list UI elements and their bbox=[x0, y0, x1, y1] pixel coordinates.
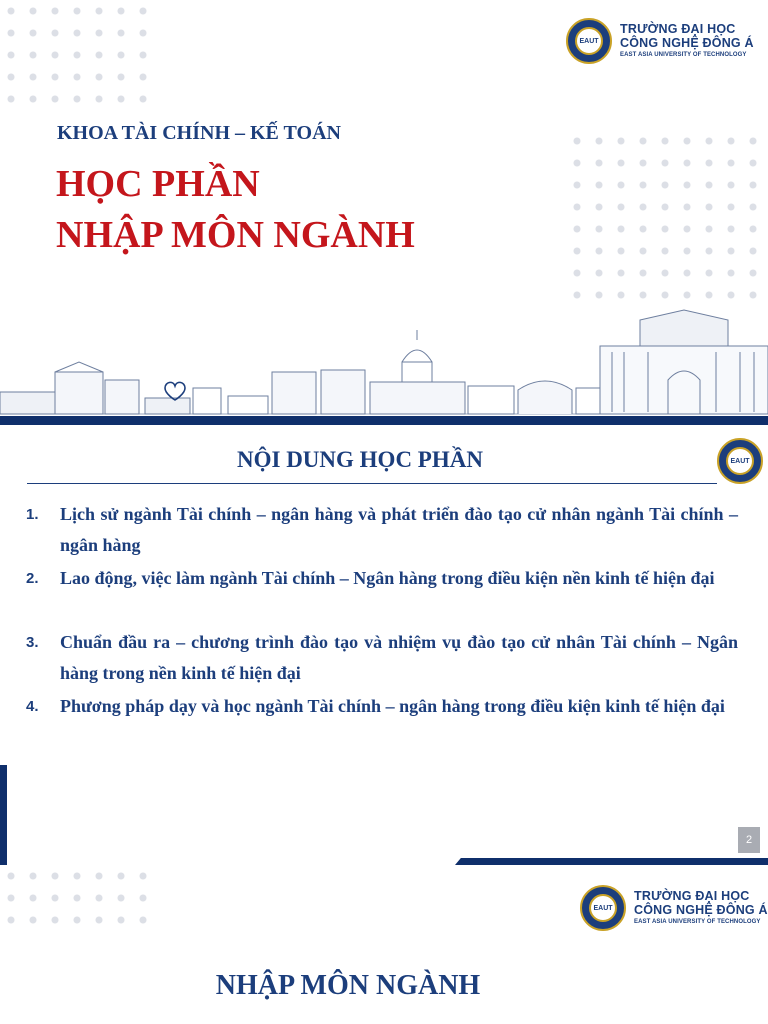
logo-line-2: CÔNG NGHỆ ĐÔNG Á bbox=[620, 35, 754, 50]
content-heading: NỘI DUNG HỌC PHẦN bbox=[237, 447, 483, 472]
dot-pattern-decoration bbox=[0, 0, 150, 110]
dot-pattern-decoration bbox=[566, 130, 766, 300]
course-title-line-2: NHẬP MÔN NGÀNH bbox=[56, 214, 415, 256]
section-divider-bar bbox=[0, 416, 768, 425]
list-item bbox=[26, 563, 738, 594]
logo-line-1: TRƯỜNG ĐẠI HỌC bbox=[634, 888, 750, 903]
slide-title: NHẬP MÔN NGÀNH bbox=[215, 970, 481, 1001]
bottom-accent-strip bbox=[455, 858, 768, 865]
university-logo bbox=[566, 18, 754, 64]
content-slide bbox=[0, 425, 768, 865]
logo-line-3: EAST ASIA UNIVERSITY OF TECHNOLOGY bbox=[634, 919, 761, 926]
logo-line-3: EAST ASIA UNIVERSITY OF TECHNOLOGY bbox=[620, 52, 747, 59]
list-item-number: 4. bbox=[26, 698, 39, 715]
list-item-text: Phương pháp dạy và học ngành Tài chính – ngân hàng trong điều kiện kinh tế hiện đại bbox=[60, 696, 725, 716]
cover-slide bbox=[0, 0, 768, 425]
list-item-number: 2. bbox=[26, 570, 39, 587]
logo-line-1: TRƯỜNG ĐẠI HỌC bbox=[620, 21, 736, 36]
heading-underline bbox=[27, 483, 717, 484]
university-logo bbox=[580, 885, 768, 931]
list-item bbox=[26, 499, 738, 561]
list-item bbox=[26, 691, 738, 722]
left-accent-bar bbox=[0, 765, 7, 865]
logo-line-2: CÔNG NGHỆ ĐÔNG Á bbox=[634, 902, 768, 917]
seal-text: EAUT bbox=[575, 27, 603, 55]
university-seal-icon bbox=[566, 18, 612, 64]
list-item-number: 3. bbox=[26, 634, 39, 651]
university-seal-icon bbox=[580, 885, 626, 931]
seal-text: EAUT bbox=[726, 447, 754, 475]
seal-text: EAUT bbox=[589, 894, 617, 922]
list-item bbox=[26, 627, 738, 689]
title-slide-partial bbox=[0, 865, 768, 1024]
list-item-text: Lao động, việc làm ngành Tài chính – Ngân hàng trong điều kiện nền kinh tế hiện đại bbox=[60, 568, 715, 588]
faculty-name: KHOA TÀI CHÍNH – KẾ TOÁN bbox=[57, 122, 341, 144]
list-item-text: Lịch sử ngành Tài chính – ngân hàng và phát triển đào tạo cử nhân ngành Tài chính – ngân hàng bbox=[60, 504, 738, 555]
list-item-text: Chuẩn đầu ra – chương trình đào tạo và nhiệm vụ đào tạo cử nhân Tài chính – Ngân hàng trong nền kinh tế hiện đại bbox=[60, 632, 738, 683]
page-number-badge: 2 bbox=[738, 827, 760, 853]
dot-pattern-decoration bbox=[0, 865, 160, 935]
city-skyline-illustration bbox=[0, 300, 768, 418]
course-title-line-1: HỌC PHẦN bbox=[56, 163, 260, 205]
list-item-number: 1. bbox=[26, 506, 39, 523]
university-seal-icon bbox=[717, 438, 763, 484]
